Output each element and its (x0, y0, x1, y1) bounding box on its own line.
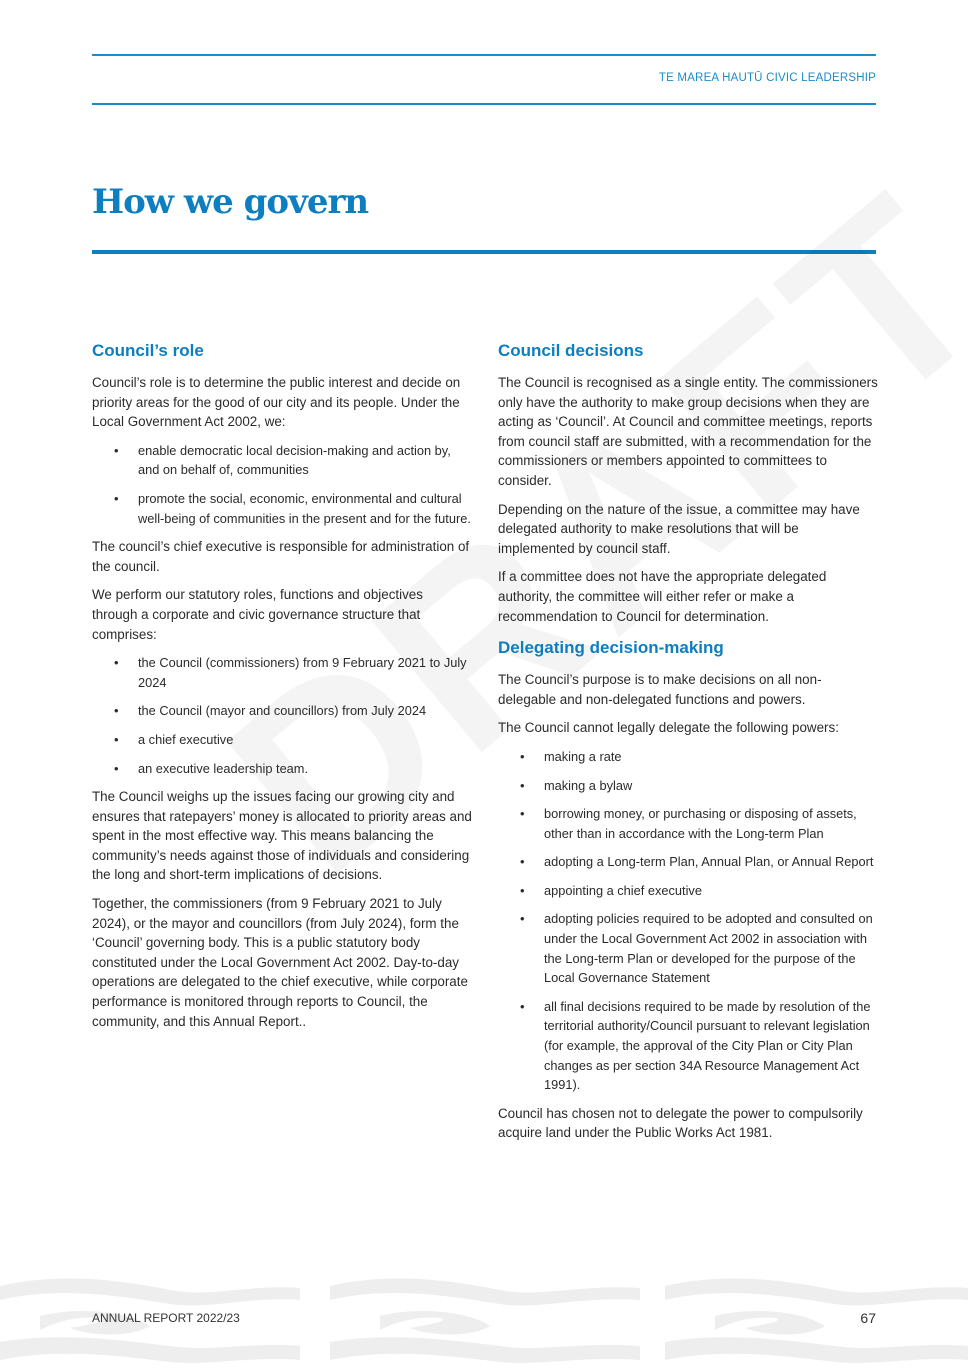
list-item: • all final decisions required to be made by resolution of the territorial authority/Council pursuant to relevant legislation (for example, the approval of the City Plan or City Plan changes as per section 34A Resource Management Act 1991). (544, 997, 878, 1095)
delegating-heading: Delegating decision-making (498, 638, 724, 658)
list-item: • making a bylaw (544, 776, 878, 796)
paragraph: The Council’s purpose is to make decisions on all non-delegable and non-delegated functions and powers. (498, 672, 822, 707)
list-item: • promote the social, economic, environmental and cultural well-being of communities in the present and for the future. (138, 489, 472, 528)
title-rule (92, 250, 876, 254)
header-rule-bottom (92, 103, 876, 105)
list-item: • appointing a chief executive (544, 881, 878, 901)
left-column (92, 338, 472, 1040)
list-item: • adopting policies required to be adopted and consulted on under the Local Government Act 2002 in association with the Long-term Plan or developed for the purpose of the Local Governance Statement (544, 909, 878, 987)
council-decisions-heading: Council decisions (498, 341, 644, 360)
list-item: • a chief executive (138, 730, 472, 750)
right-column (498, 338, 878, 1152)
paragraph: The council’s chief executive is responsible for administration of the council. (92, 539, 470, 574)
bullet-list (92, 653, 472, 778)
list-item: • enable democratic local decision-making and action by, and on behalf of, communities (138, 441, 472, 480)
list-item: • the Council (mayor and councillors) from July 2024 (138, 701, 472, 721)
paragraph: Council has chosen not to delegate the power to compulsorily acquire land under the Public Works Act 1981. (498, 1105, 863, 1141)
paragraph: Together, the commissioners (from 9 February 2021 to July 2024), or the mayor and councillors (from July 2024), form the ‘Council’ governing body. This is a public statutory body constituted under the Local Government Act 2002. Day-to-day operations are delegated to the chief executive, while corporate performance is monitored through reports to Council, the community, and this Annual Report.. (92, 896, 468, 1029)
list-item: • borrowing money, or purchasing or disposing of assets, other than in accordance with the Long-term Plan (544, 804, 878, 843)
section-header: TE MAREA HAUTŪ CIVIC LEADERSHIP (658, 72, 876, 84)
paragraph: We perform our statutory roles, functions and objectives through a corporate and civic governance structure that comprises: (92, 587, 423, 642)
list-item: • making a rate (544, 747, 878, 767)
header-rule-top (92, 54, 876, 56)
list-item: • the Council (commissioners) from 9 February 2021 to July 2024 (138, 653, 472, 692)
paragraph: The Council weighs up the issues facing our growing city and ensures that ratepayers’ money is allocated to priority areas and spent in the most effective way. This means balancing the community’s needs against those of individuals and considering the long and short-term implications of decisions. (92, 789, 472, 883)
councils-role-heading: Council’s role (92, 341, 204, 360)
paragraph: The Council is recognised as a single entity. The commissioners only have the authority to make group decisions when they are acting as ‘Council’. At Council and committee meetings, reports from council staff are submitted, with a recommendation for the commissioners or members appointed to committees to consider. (498, 375, 878, 488)
footer-report-title: ANNUAL REPORT 2022/23 (92, 1311, 240, 1325)
bullet-list (498, 747, 878, 1095)
paragraph: Depending on the nature of the issue, a committee may have delegated authority to make resolutions that will be implemented by council staff. (498, 501, 860, 556)
page-number: 67 (860, 1310, 876, 1326)
paragraph: The Council cannot legally delegate the following powers: (498, 720, 839, 736)
bullet-list (92, 441, 472, 528)
page-title: How we govern (92, 182, 369, 222)
paragraph: Council’s role is to determine the public interest and decide on priority areas for the good of our city and its people. Under the Local Government Act 2002, we: (92, 375, 461, 430)
paragraph: If a committee does not have the appropriate delegated authority, the committee will either refer or make a recommendation to Council for determination. (498, 569, 827, 624)
list-item: • adopting a Long-term Plan, Annual Plan, or Annual Report (544, 852, 878, 872)
list-item: • an executive leadership team. (138, 759, 472, 779)
